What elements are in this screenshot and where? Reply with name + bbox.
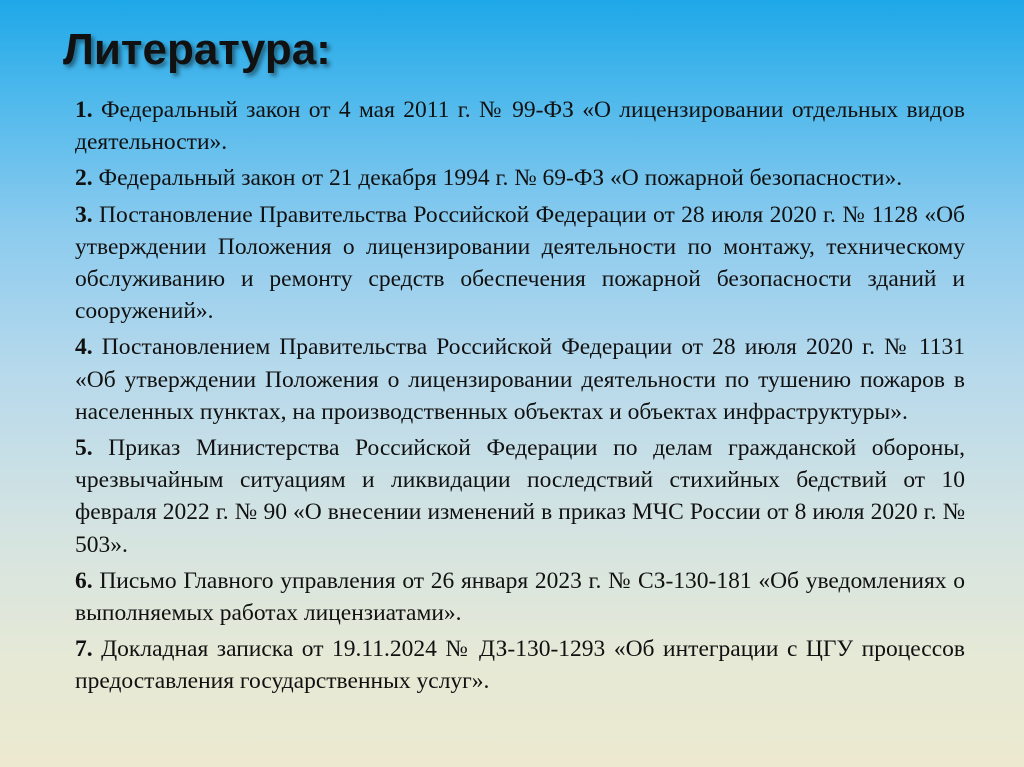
reference-item — [75, 633, 965, 697]
reference-number: 4. — [75, 334, 93, 361]
reference-item — [75, 162, 965, 194]
reference-text: Докладная записка от 19.11.2024 № ДЗ-130-1293 «Об интеграции с ЦГУ процессов предоставления государственных услуг». — [75, 636, 965, 695]
reference-item — [75, 565, 965, 629]
reference-item — [75, 331, 965, 428]
reference-number: 1. — [75, 97, 93, 123]
reference-text: Постановление Правительства Российской Федерации от 28 июля 2020 г. № 1128 «Об утверждении Положения о лицензировании деятельности по монтажу, техническому обслуживанию и ремонту средств обеспечения пожарной безопасности зданий и сооружений». — [75, 201, 965, 325]
reference-text: Постановлением Правительства Российской Федерации от 28 июля 2020 г. № 1131 «Об утверждении Положения о лицензировании деятельности по тушению пожаров в населенных пунктах, на производственных объектах и объектах инфраструктуры». — [75, 334, 965, 425]
page-title: Литература: — [63, 25, 331, 74]
reference-item — [75, 199, 965, 328]
reference-text: Письмо Главного управления от 26 января 2023 г. № СЗ-130-181 «Об уведомлениях о выполняемых работах лицензиатами». — [75, 567, 965, 627]
reference-text: Приказ Министерства Российской Федерации по делам гражданской обороны, чрезвычайным ситуациям и ликвидации последствий стихийных бедствий от 10 февраля 2022 г. № 90 «О внесении изменений в приказ МЧС России от 8 июля 2020 г. № 503». — [75, 435, 965, 558]
reference-number: 5. — [75, 435, 93, 462]
reference-text: Федеральный закон от 21 декабря 1994 г. № 69-ФЗ «О пожарной безопасности». — [92, 165, 903, 192]
reference-item — [75, 432, 965, 561]
reference-number: 7. — [75, 636, 93, 663]
reference-number: 3. — [75, 201, 93, 228]
reference-list — [75, 94, 965, 702]
reference-text: Федеральный закон от 4 мая 2011 г. № 99-ФЗ «О лицензировании отдельных видов деятельности». — [75, 97, 965, 156]
reference-number: 2. — [75, 165, 93, 192]
reference-item — [75, 94, 965, 158]
reference-number: 6. — [75, 567, 93, 594]
